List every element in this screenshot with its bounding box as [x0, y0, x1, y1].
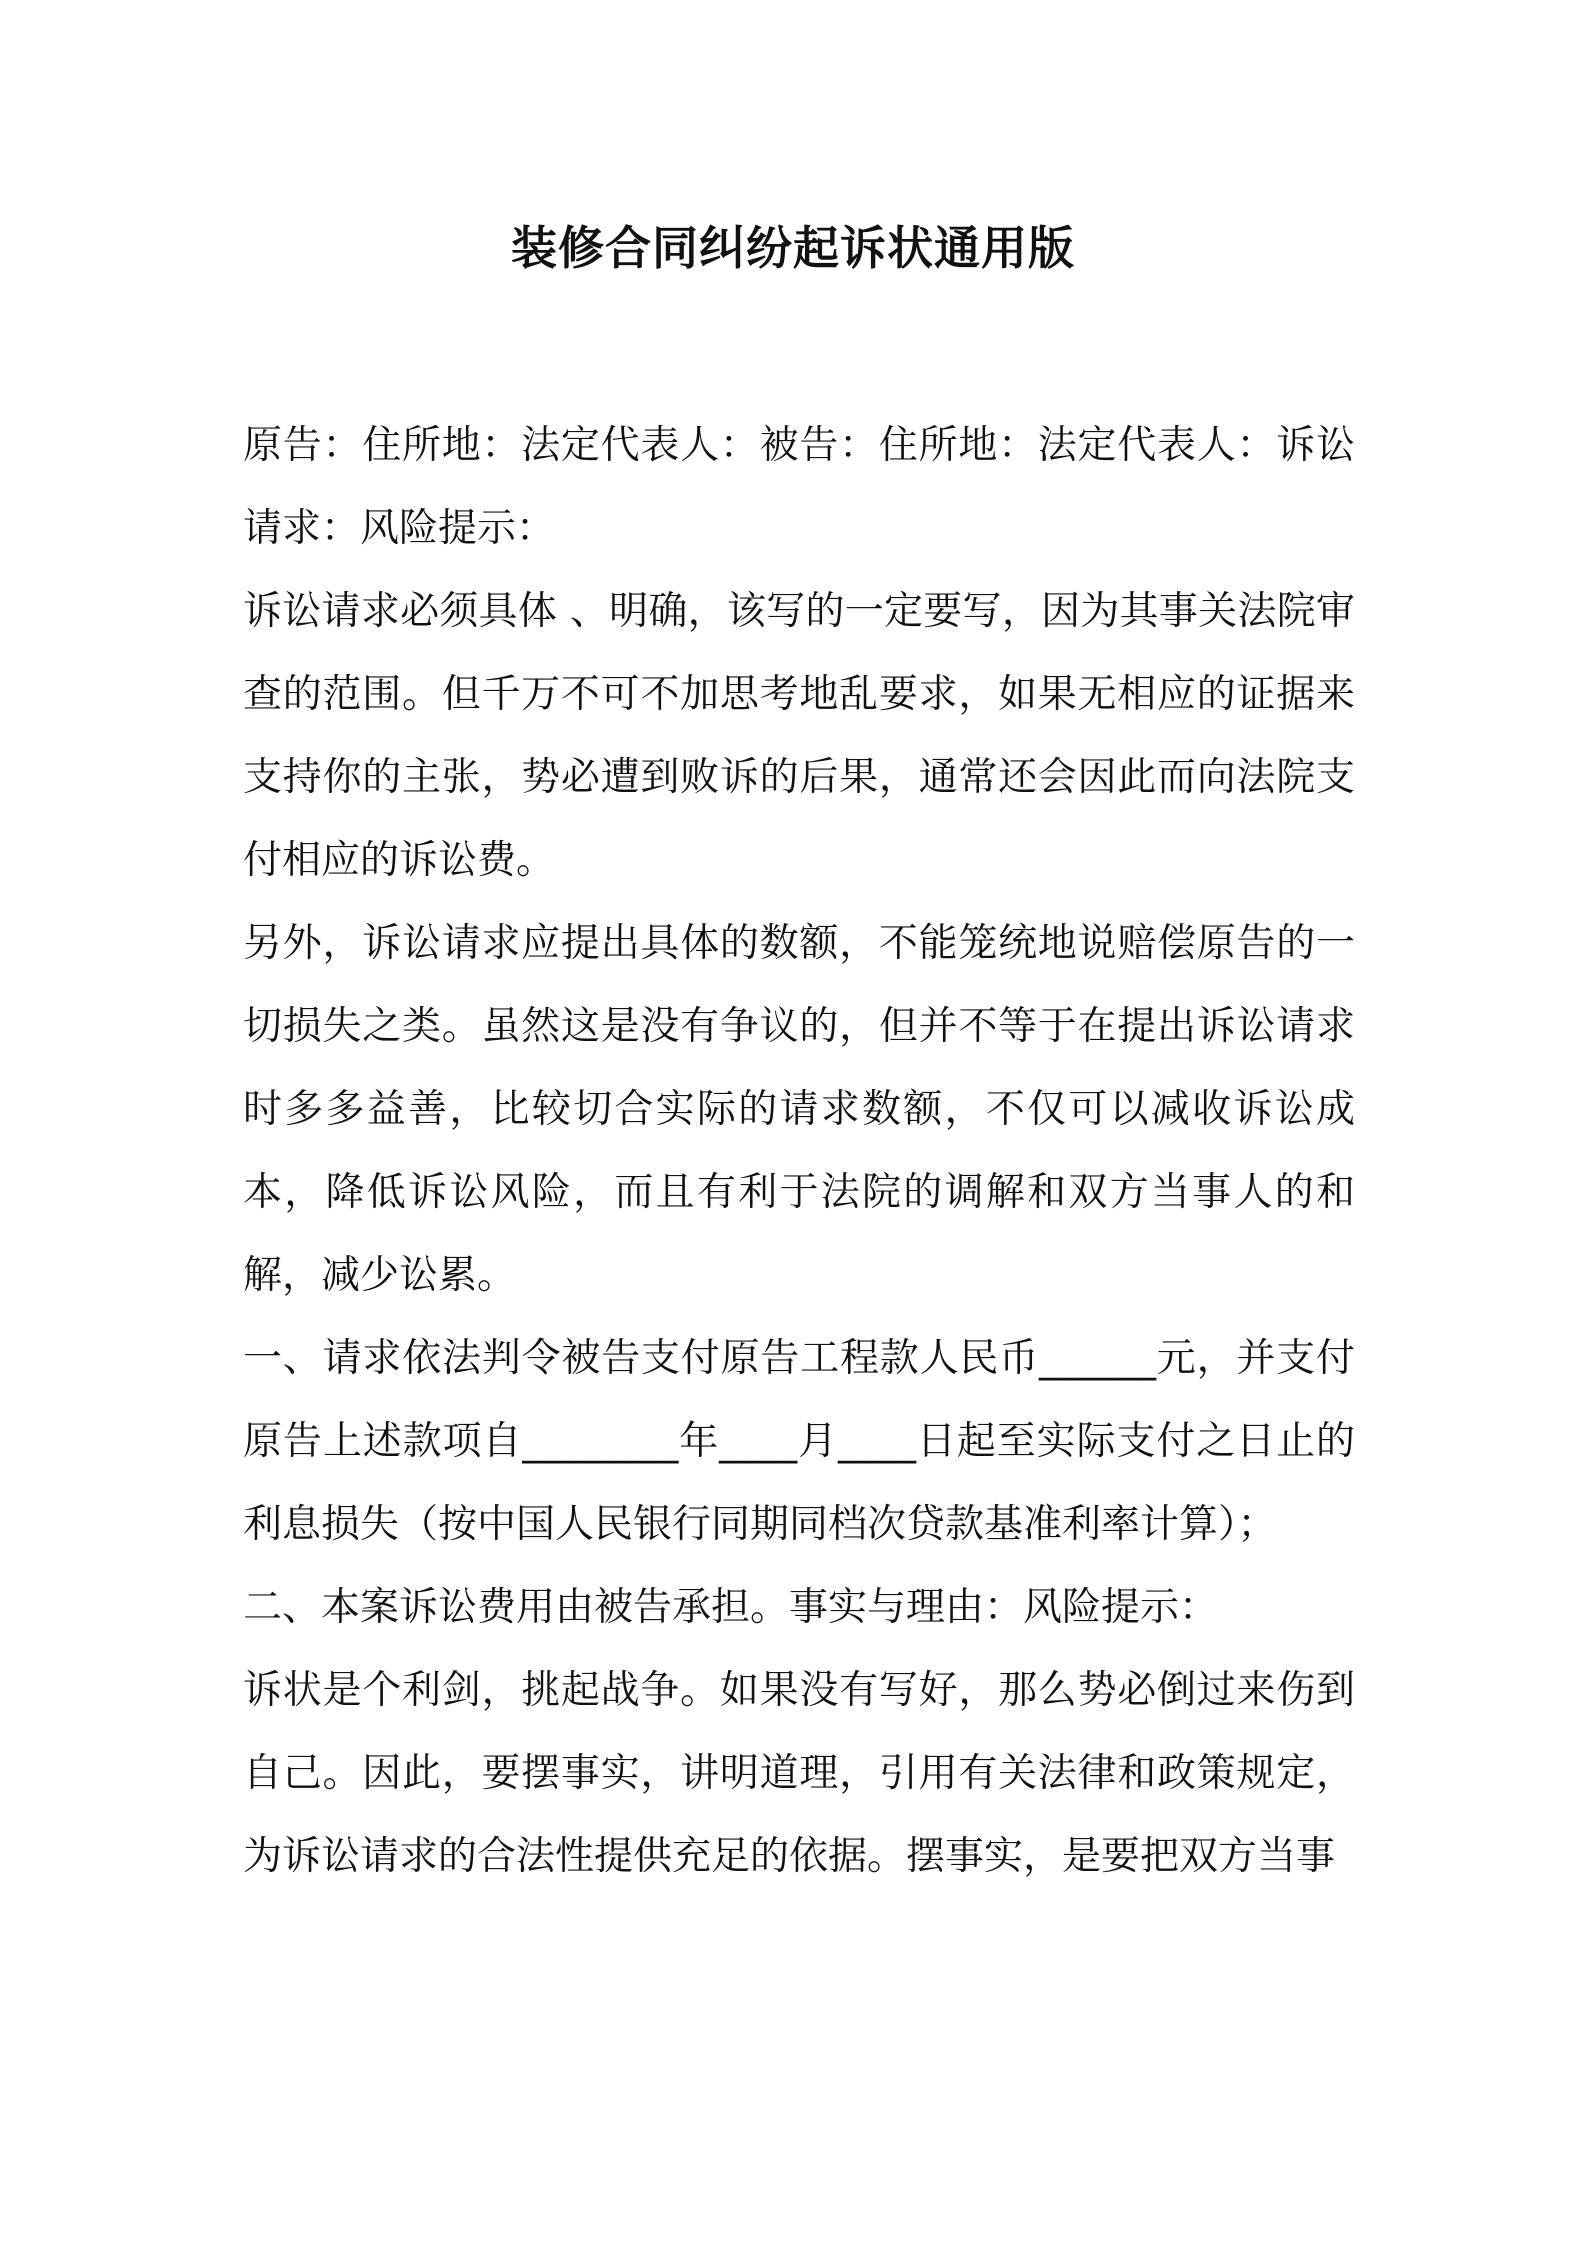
paragraph-claims-hint: 诉讼请求必须具体 、明确，该写的一定要写，因为其事关法院审查的范围。但千万不可不加思考地乱要求，如果无相应的证据来支持你的主张，势必遭到败诉的后果，通常还会因此而向法院支付相应的诉讼费。 — [243, 589, 1355, 883]
paragraph-parties: 原告：住所地：法定代表人：被告：住所地：法定代表人：诉讼请求：风险提示： — [243, 423, 1355, 551]
paragraph-claim-one: 一、请求依法判令被告支付原告工程款人民币______元，并支付原告上述款项自________年____月____日起至实际支付之日止的利息损失（按中国人民银行同期同档次贷款基准利率计算）； — [243, 1336, 1355, 1547]
paragraph-facts-hint: 诉状是个利剑，挑起战争。如果没有写好，那么势必倒过来伤到自己。因此，要摆事实，讲明道理，引用有关法律和政策规定，为诉讼请求的合法性提供充足的依据。摆事实，是要把双方当事 — [243, 1668, 1355, 1879]
paragraph-claim-two: 二、本案诉讼费用由被告承担。事实与理由：风险提示： — [243, 1585, 1219, 1630]
document-title: 装修合同纠纷起诉状通用版 — [511, 221, 1075, 275]
paragraph-claims-amount: 另外，诉讼请求应提出具体的数额，不能笼统地说赔偿原告的一切损失之类。虽然这是没有争议的，但并不等于在提出诉讼请求时多多益善，比较切合实际的请求数额，不仅可以减收诉讼成本，降低诉讼风险，而且有利于法院的调解和双方当事人的和解，减少讼累。 — [243, 921, 1355, 1298]
document-body — [243, 404, 1355, 1898]
